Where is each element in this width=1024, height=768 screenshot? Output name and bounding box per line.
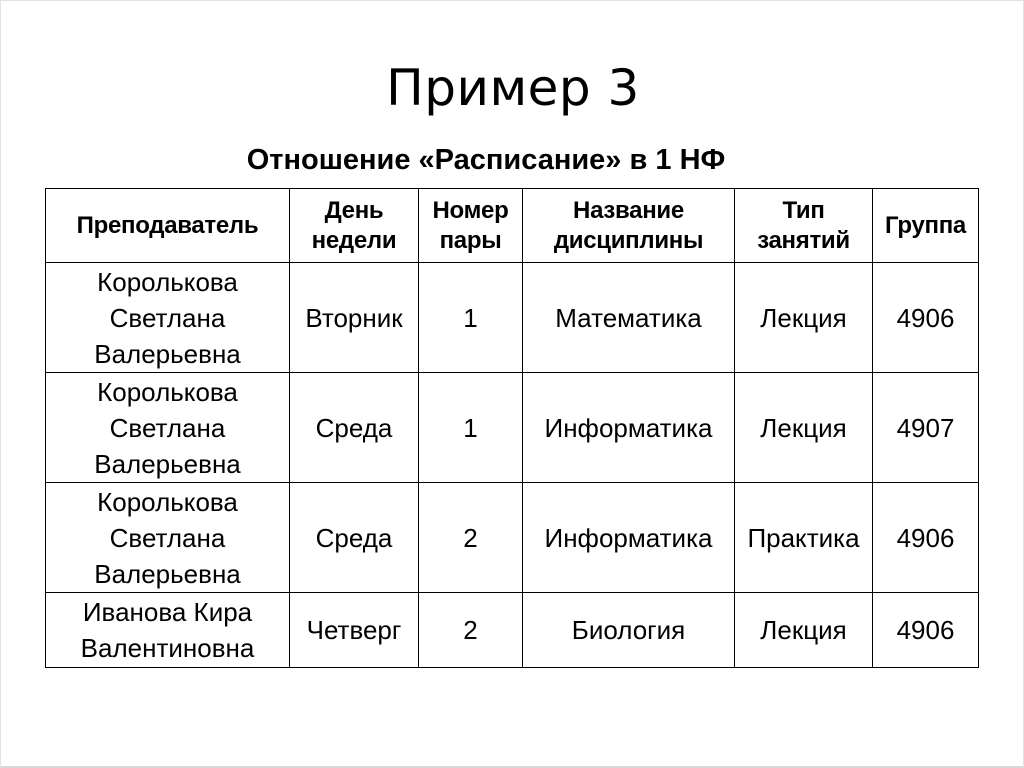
- cell-group: 4906: [873, 593, 979, 668]
- cell-teacher: Королькова Светлана Валерьевна: [46, 373, 290, 483]
- table-row: [46, 483, 979, 593]
- cell-group: 4906: [873, 483, 979, 593]
- cell-weekday: Среда: [290, 373, 419, 483]
- header-group: Группа: [873, 189, 979, 263]
- table-row: [46, 373, 979, 483]
- cell-lesson-number: 2: [419, 593, 523, 668]
- header-lesson-number: Номер пары: [419, 189, 523, 263]
- cell-lesson-type: Лекция: [735, 263, 873, 373]
- header-subject: Название дисциплины: [523, 189, 735, 263]
- cell-weekday: Среда: [290, 483, 419, 593]
- cell-group: 4906: [873, 263, 979, 373]
- slide-title: Пример 3: [386, 59, 640, 117]
- header-teacher: Преподаватель: [46, 189, 290, 263]
- cell-lesson-number: 1: [419, 373, 523, 483]
- cell-lesson-type: Лекция: [735, 593, 873, 668]
- header-weekday: День недели: [290, 189, 419, 263]
- cell-weekday: Вторник: [290, 263, 419, 373]
- table-header-row: [46, 189, 979, 263]
- cell-lesson-type: Лекция: [735, 373, 873, 483]
- cell-subject: Информатика: [523, 483, 735, 593]
- table-row: [46, 263, 979, 373]
- cell-lesson-type: Практика: [735, 483, 873, 593]
- cell-teacher: Иванова Кира Валентиновна: [46, 593, 290, 668]
- cell-lesson-number: 2: [419, 483, 523, 593]
- cell-teacher: Королькова Светлана Валерьевна: [46, 263, 290, 373]
- table-caption: Отношение «Расписание» в 1 НФ: [246, 144, 726, 176]
- header-lesson-type: Тип занятий: [735, 189, 873, 263]
- cell-subject: Информатика: [523, 373, 735, 483]
- table-row: [46, 593, 979, 668]
- cell-lesson-number: 1: [419, 263, 523, 373]
- cell-subject: Биология: [523, 593, 735, 668]
- cell-weekday: Четверг: [290, 593, 419, 668]
- cell-teacher: Королькова Светлана Валерьевна: [46, 483, 290, 593]
- cell-group: 4907: [873, 373, 979, 483]
- cell-subject: Математика: [523, 263, 735, 373]
- schedule-table: [45, 188, 979, 668]
